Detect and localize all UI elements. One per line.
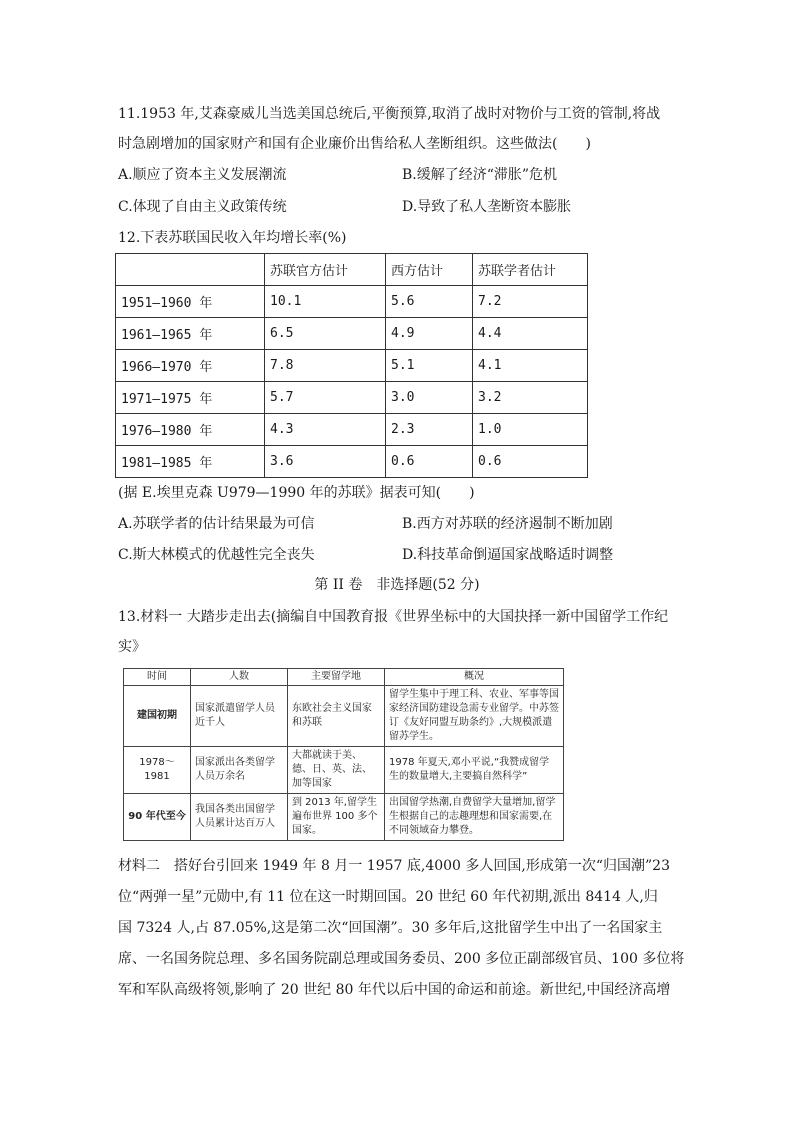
table-cell: 人数: [191, 669, 288, 686]
section-title: 第 II 卷 非选择题(52 分): [314, 577, 480, 593]
q13-material1-line1: 13.材料一 大踏步走出去(摘编自中国教育报《世界坐标中的大国抉择一新中国留学工作纪: [118, 609, 669, 625]
table-cell: 6.5: [265, 318, 386, 350]
q12-option-b: B.西方对苏联的经济遏制不断加剧: [402, 516, 613, 532]
table-cell: 西方估计: [386, 254, 473, 286]
table-row: [124, 794, 564, 841]
table-cell: 1.0: [473, 414, 588, 446]
table-cell: 3.2: [473, 382, 588, 414]
table-cell: 0.6: [386, 446, 473, 478]
table-row: [116, 382, 588, 414]
table-cell: 4.1: [473, 350, 588, 382]
table-cell: 5.6: [386, 286, 473, 318]
q12-option-c: C.斯大林模式的优越性完全丧失: [118, 547, 315, 563]
table-cell: 1961—1965 年: [116, 318, 265, 350]
table-cell: 1976—1980 年: [116, 414, 265, 446]
table-cell: 7.2: [473, 286, 588, 318]
q13-material2-line5: 军和军队高级将领,影响了 20 世纪 80 年代以后中国的命运和前途。新世纪,中国经济高增: [118, 982, 671, 998]
table-header-row: [116, 254, 588, 286]
q13-material2-line4: 席、一名国务院总理、多名国务院副总理或国务委员、200 多位正副部级官员、100 多位将: [118, 951, 685, 967]
table-row: [124, 747, 564, 794]
table-header-row: [124, 669, 564, 686]
q11-option-d: D.导致了私人垄断资本膨胀: [402, 199, 572, 215]
table-cell: 到 2013 年,留学生遍布世界 100 多个国家。: [288, 794, 385, 841]
table-cell: 1981—1985 年: [116, 446, 265, 478]
table-cell: 东欧社会主义国家和苏联: [288, 686, 385, 747]
q12-option-a: A.苏联学者的估计结果最为可信: [118, 516, 315, 532]
q13-material2-line3: 国 7324 人,占 87.05%,这是第二次“回国潮”。30 多年后,这批留学生中出了一名国家主: [118, 920, 663, 936]
table-cell: [116, 254, 265, 286]
table-cell: 4.3: [265, 414, 386, 446]
table-row: [116, 286, 588, 318]
table-cell: 时间: [124, 669, 191, 686]
table-cell: 1978～1981: [124, 747, 191, 794]
table-cell: 4.9: [386, 318, 473, 350]
table-cell: 1978 年夏天,邓小平说,“我赞成留学生的数量增大,主要搞自然科学”: [385, 747, 564, 794]
table-cell: 大都就读于美、德、日、英、法、加等国家: [288, 747, 385, 794]
table-row: [116, 318, 588, 350]
table-cell: 出国留学热潮,自费留学大量增加,留学生根据自己的志趣理想和国家需要,在不同领域奋力攀登。: [385, 794, 564, 841]
table-cell: 4.4: [473, 318, 588, 350]
table-cell: 1966—1970 年: [116, 350, 265, 382]
table-row: [116, 414, 588, 446]
table-cell: 留学生集中于理工科、农业、军事等国家经济国防建设急需专业留学。中苏签订《友好同盟互助条约》,大规模派遣留苏学生。: [385, 686, 564, 747]
table-cell: 苏联学者估计: [473, 254, 588, 286]
table-cell: 3.0: [386, 382, 473, 414]
q13-study-abroad-table: [123, 668, 564, 841]
q11-stem-line2: 时急剧增加的国家财产和国有企业廉价出售给私人垄断组织。这些做法( ): [118, 136, 591, 152]
q11-option-b: B.缓解了经济“滞胀”危机: [402, 167, 558, 183]
table-row: [124, 686, 564, 747]
table-cell: 1971—1975 年: [116, 382, 265, 414]
table-cell: 7.8: [265, 350, 386, 382]
table-cell: 2.3: [386, 414, 473, 446]
table-cell: 10.1: [265, 286, 386, 318]
table-cell: 90 年代至今: [124, 794, 191, 841]
table-row: [116, 350, 588, 382]
table-cell: 建国初期: [124, 686, 191, 747]
q11-option-c: C.体现了自由主义政策传统: [118, 199, 287, 215]
table-cell: 国家派出各类留学人员万余名: [191, 747, 288, 794]
q12-growth-table: [115, 253, 588, 478]
table-cell: 1951—1960 年: [116, 286, 265, 318]
q12-stem: 12.下表苏联国民收入年均增长率(%): [118, 230, 347, 246]
table-cell: 国家派遣留学人员近千人: [191, 686, 288, 747]
table-cell: 我国各类出国留学人员累计达百万人: [191, 794, 288, 841]
q12-option-d: D.科技革命倒逼国家战略适时调整: [402, 547, 614, 563]
table-cell: 概况: [385, 669, 564, 686]
table-cell: 5.7: [265, 382, 386, 414]
q11-stem-line1: 11.1953 年,艾森豪威儿当选美国总统后,平衡预算,取消了战时对物价与工资的管制,将战: [118, 106, 661, 122]
table-row: [116, 446, 588, 478]
q12-source: (据 E.埃里克森 U979—1990 年的苏联》据表可知( ): [118, 485, 475, 501]
table-cell: 5.1: [386, 350, 473, 382]
table-cell: 主要留学地: [288, 669, 385, 686]
q11-option-a: A.顺应了资本主义发展潮流: [118, 167, 287, 183]
table-cell: 苏联官方估计: [265, 254, 386, 286]
table-cell: 0.6: [473, 446, 588, 478]
q13-material2-line2: 位“两弹一星”元勋中,有 11 位在这一时期回国。20 世纪 60 年代初期,派出 8414 人,归: [118, 889, 658, 905]
q13-material1-line2: 实》: [118, 639, 146, 655]
table-cell: 3.6: [265, 446, 386, 478]
q13-material2-line1: 材料二 搭好台引回来 1949 年 8 月一 1957 底,4000 多人回国,形成第一次“归国潮”23: [118, 858, 670, 874]
